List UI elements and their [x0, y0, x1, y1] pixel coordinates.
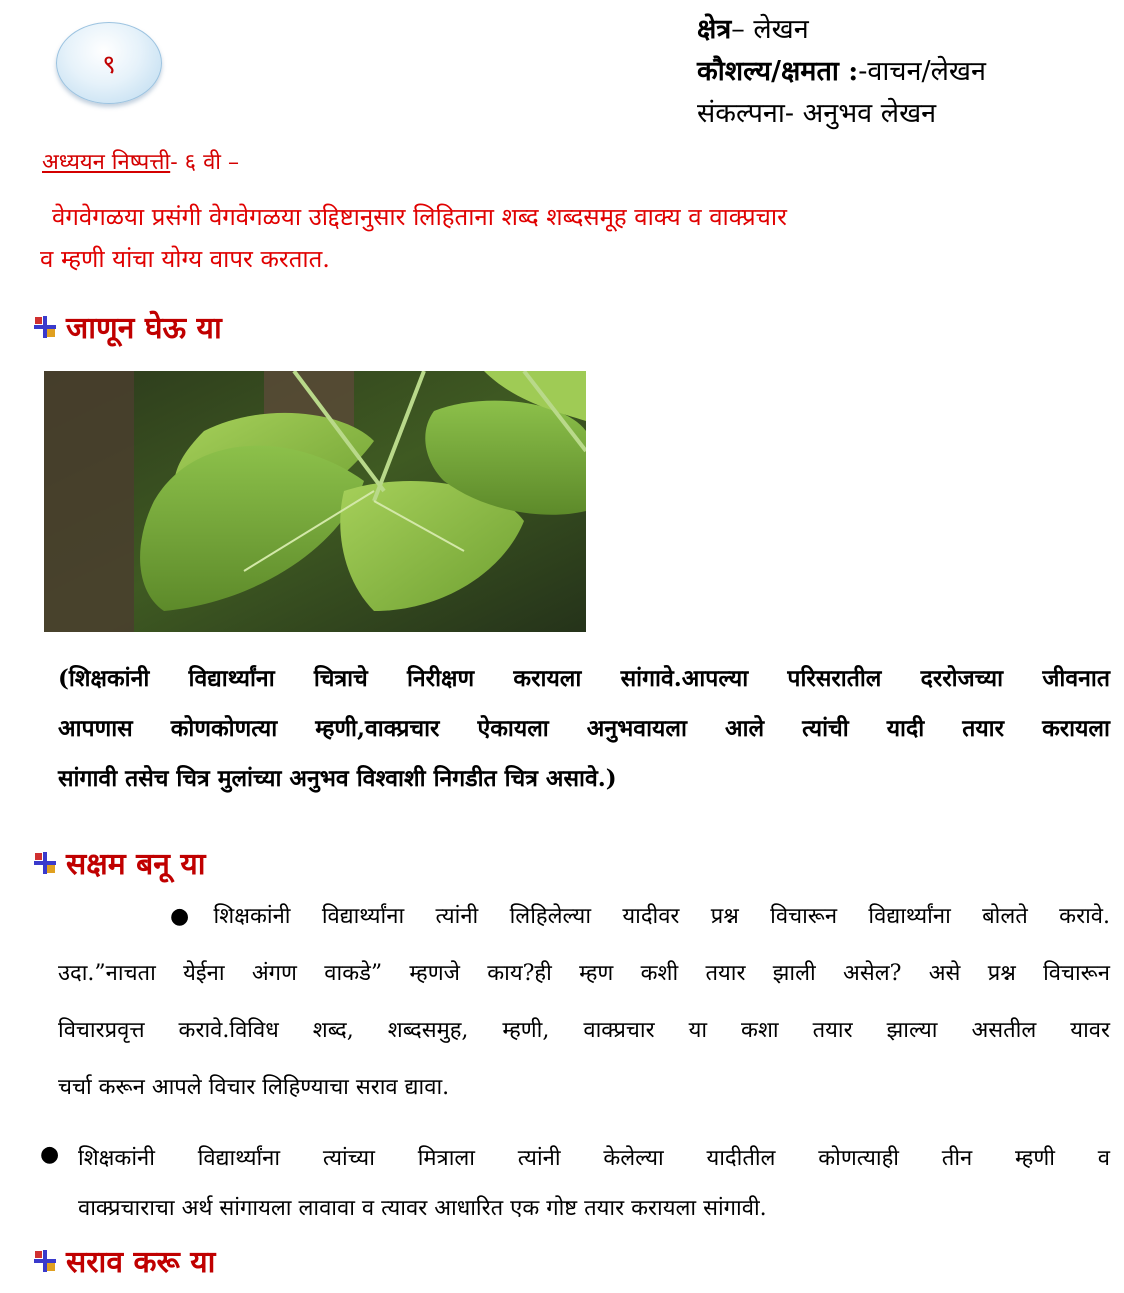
capable-line-2: उदा.”नाचता येईना अंगण वाकडे” म्हणजे काय?ही म्हण कशी तयार झाली असेल? असे प्रश्न विचारून [58, 961, 1110, 986]
concept-line: संकल्पना- अनुभव लेखन [697, 98, 937, 129]
section-heading-practice [32, 1240, 215, 1281]
section-heading-know [32, 306, 222, 347]
learning-outcome-heading [42, 146, 239, 176]
capable-line-1: ●शिक्षकांनी विद्यार्थ्यांना त्यांनी लिहिलेल्या यादीवर प्रश्न विचारून विद्यार्थ्यांना बोलते करावे. [170, 904, 1110, 929]
section-capable-label: सक्षम बनू या [66, 847, 206, 882]
observation-paragraph [58, 654, 1110, 804]
section-know-label: जाणून घेऊ या [66, 311, 222, 346]
capable-line-4: चर्चा करून आपले विचार लिहिण्याचा सराव द्यावा. [58, 1075, 450, 1100]
lesson-number: ९ [102, 50, 116, 80]
field-value: – लेखन [731, 14, 809, 45]
skill-line [697, 56, 986, 88]
section-heading-capable [32, 842, 206, 883]
plus-bullet-icon [32, 850, 58, 876]
capable-line-3: विचारप्रवृत्त करावे.विविध शब्द, शब्दसमुह, म्हणी, वाक्प्रचार या कशा तयार झाल्या असतील यावर [58, 1018, 1110, 1043]
learning-outcome-grade: - ६ वी – [170, 150, 239, 175]
outcome-line-1: वेगवेगळया प्रसंगी वेगवेगळया उद्दिष्टानुसार लिहिताना शब्द शब्दसमूह वाक्य व वाक्प्रचार [52, 203, 787, 231]
learning-outcome-label: अध्ययन निष्पत्ती [42, 150, 171, 175]
skill-label: कौशल्य/क्षमता : [697, 56, 859, 87]
bullet-icon: ● [40, 1142, 60, 1167]
field-label: क्षेत्र [697, 14, 732, 45]
plus-bullet-icon [32, 314, 58, 340]
section-practice-label: सराव करू या [66, 1245, 216, 1280]
skill-value: -वाचन/लेखन [858, 56, 986, 87]
outcome-line-2: व म्हणी यांचा योग्य वापर करतात. [40, 245, 330, 273]
leaves-illustration [44, 371, 586, 632]
bullet2-line-1: शिक्षकांनी विद्यार्थ्यांना त्यांच्या मित्राला त्यांनी केलेल्या यादीतील कोणत्याही तीन म्हणी व [78, 1146, 1110, 1171]
observation-line-3: सांगावी तसेच चित्र मुलांच्या अनुभव विश्वाशी निगडीत चित्र असावे.) [58, 765, 617, 792]
leaves-photo [44, 371, 586, 632]
bullet2-line-2: वाक्प्रचाराचा अर्थ सांगायला लावावा व त्यावर आधारित एक गोष्ट तयार करायला सांगावी. [78, 1196, 767, 1221]
field-line [697, 14, 809, 46]
observation-line-2: आपणास कोणकोणत्या म्हणी,वाक्प्रचार ऐकायला अनुभवायला आले त्यांची यादी तयार करायला [58, 715, 1110, 742]
observation-line-1: (शिक्षकांनी विद्यार्थ्यांना चित्राचे निरीक्षण करायला सांगावे.आपल्या परिसरातील दररोजच्या जीवनात [58, 665, 1110, 692]
plus-bullet-icon [32, 1248, 58, 1274]
lesson-number-badge [56, 22, 162, 104]
